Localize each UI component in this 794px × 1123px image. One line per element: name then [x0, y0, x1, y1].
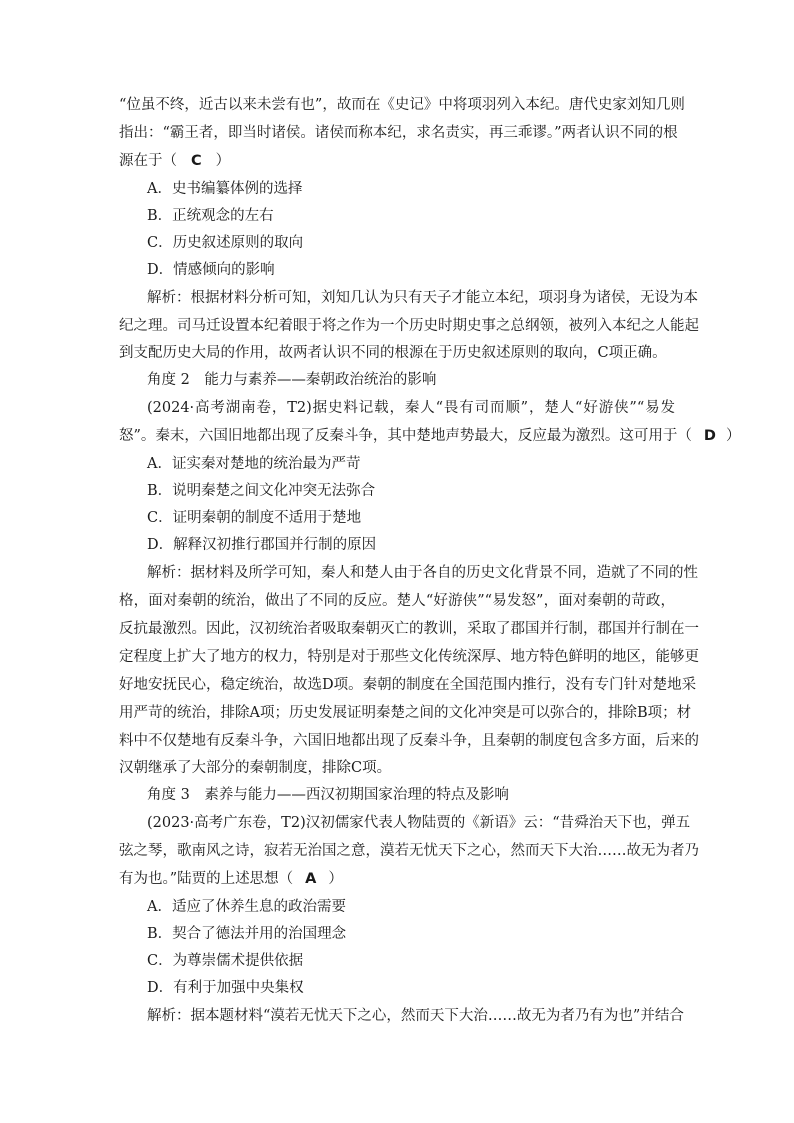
question-1-option-c: C．历史叙述原则的取向 — [147, 235, 304, 251]
question-1-option-b: B．正统观念的左右 — [147, 208, 274, 224]
question-3-option-d: D．有利于加强中央集权 — [147, 980, 304, 996]
question-1-analysis-line-3: 到支配历史大局的作用，故两者认识不同的根源在于历史叙述原则的取向，C项正确。 — [119, 345, 667, 361]
question-1-option-d: D．情感倾向的影响 — [147, 262, 275, 278]
question-2-option-a: A．证实秦对楚地的统治最为严苛 — [147, 456, 361, 472]
question-3-analysis-line-1: 解析：据本题材料“漠若无忧天下之心，然而天下大治……故无为者乃有为也”并结合 — [147, 1008, 684, 1024]
question-3-paren-close: ） — [328, 871, 343, 887]
question-3-option-b: B．契合了德法并用的治国理念 — [147, 926, 347, 942]
section-3-title: 角度 3 素养与能力——西汉初期国家治理的特点及影响 — [147, 787, 509, 803]
question-3-stem-line-3 — [119, 869, 343, 889]
question-2-analysis-line-2: 格，面对秦朝的统治，做出了不同的反应。楚人“好游侠”“易发怒”，面对秦朝的苛政， — [119, 593, 675, 609]
question-1-answer: C — [191, 153, 202, 169]
question-2-stem-line-2 — [119, 426, 740, 446]
question-3-option-c: C．为尊崇儒术提供依据 — [147, 953, 304, 969]
question-1-prompt: 源在于（ — [119, 153, 177, 169]
question-2-prompt: 怒”。秦末，六国旧地都出现了反秦斗争，其中楚地声势最大，反应最为激烈。这可用于（ — [119, 428, 692, 444]
question-1-stem-line-1: “位虽不终，近古以来未尝有也”，故而在《史记》中将项羽列入本纪。唐代史家刘知几则 — [119, 97, 685, 113]
question-3-prompt: 有为也。”陆贾的上述思想（ — [119, 871, 294, 887]
question-2-analysis-line-5: 好地安抚民心，稳定统治，故选D项。秦朝的制度在全国范围内推行，没有专门针对楚地采 — [119, 677, 697, 693]
question-2-analysis-line-3: 反抗最激烈。因此，汉初统治者吸取秦朝灭亡的教训，采取了郡国并行制，郡国并行制在一 — [119, 621, 699, 637]
question-2-analysis-line-1: 解析：据材料及所学可知，秦人和楚人由于各自的历史文化背景不同，造就了不同的性 — [147, 565, 698, 581]
question-3-answer: A — [305, 871, 317, 887]
question-2-analysis-line-4: 定程度上扩大了地方的权力，特别是对于那些文化传统深厚、地方特色鲜明的地区，能够更 — [119, 649, 699, 665]
question-2-option-c: C．证明秦朝的制度不适用于楚地 — [147, 510, 362, 526]
question-2-answer: D — [703, 428, 716, 444]
question-2-analysis-line-6: 用严苛的统治，排除A项；历史发展证明秦楚之间的文化冲突是可以弥合的，排除B项；材 — [119, 705, 692, 721]
question-2-analysis-line-8: 汉朝继承了大部分的秦朝制度，排除C项。 — [119, 760, 392, 776]
question-2-paren-close: ） — [725, 428, 741, 444]
question-1-option-a: A．史书编纂体例的选择 — [147, 181, 303, 197]
question-2-analysis-line-7: 料中不仅楚地有反秦斗争，六国旧地都出现了反秦斗争，且秦朝的制度包含多方面，后来的 — [119, 733, 699, 749]
question-1-analysis-line-2: 纪之理。司马迁设置本纪着眼于将之作为一个历史时期史事之总纲领，被列入本纪之人能起 — [119, 318, 699, 334]
question-2-option-b: B．说明秦楚之间文化冲突无法弥合 — [147, 483, 376, 499]
question-3-stem-line-1: (2023·高考广东卷，T2)汉初儒家代表人物陆贾的《新语》云：“昔舜治天下也，弹五 — [147, 815, 691, 831]
question-1-analysis-line-1: 解析：根据材料分析可知，刘知几认为只有天子才能立本纪，项羽身为诸侯，无设为本 — [147, 290, 698, 306]
question-1-paren-close: ） — [215, 153, 231, 169]
question-2-option-d: D．解释汉初推行郡国并行制的原因 — [147, 537, 377, 553]
question-3-stem-line-2: 弦之琴，歌南风之诗，寂若无治国之意，漠若无忧天下之心，然而天下大治……故无为者乃 — [119, 843, 699, 859]
question-2-stem-line-1: (2024·高考湖南卷，T2)据史料记载，秦人“畏有司而顺”，楚人“好游侠”“易发 — [147, 400, 675, 416]
section-2-title: 角度 2 能力与素养——秦朝政治统治的影响 — [147, 372, 437, 388]
question-1-stem-line-2: 指出：“霸王者，即当时诸侯。诸侯而称本纪，求名责实，再三乖谬。”两者认识不同的根 — [119, 125, 678, 141]
question-3-option-a: A．适应了休养生息的政治需要 — [147, 899, 346, 915]
question-1-stem-line-3 — [119, 151, 230, 171]
